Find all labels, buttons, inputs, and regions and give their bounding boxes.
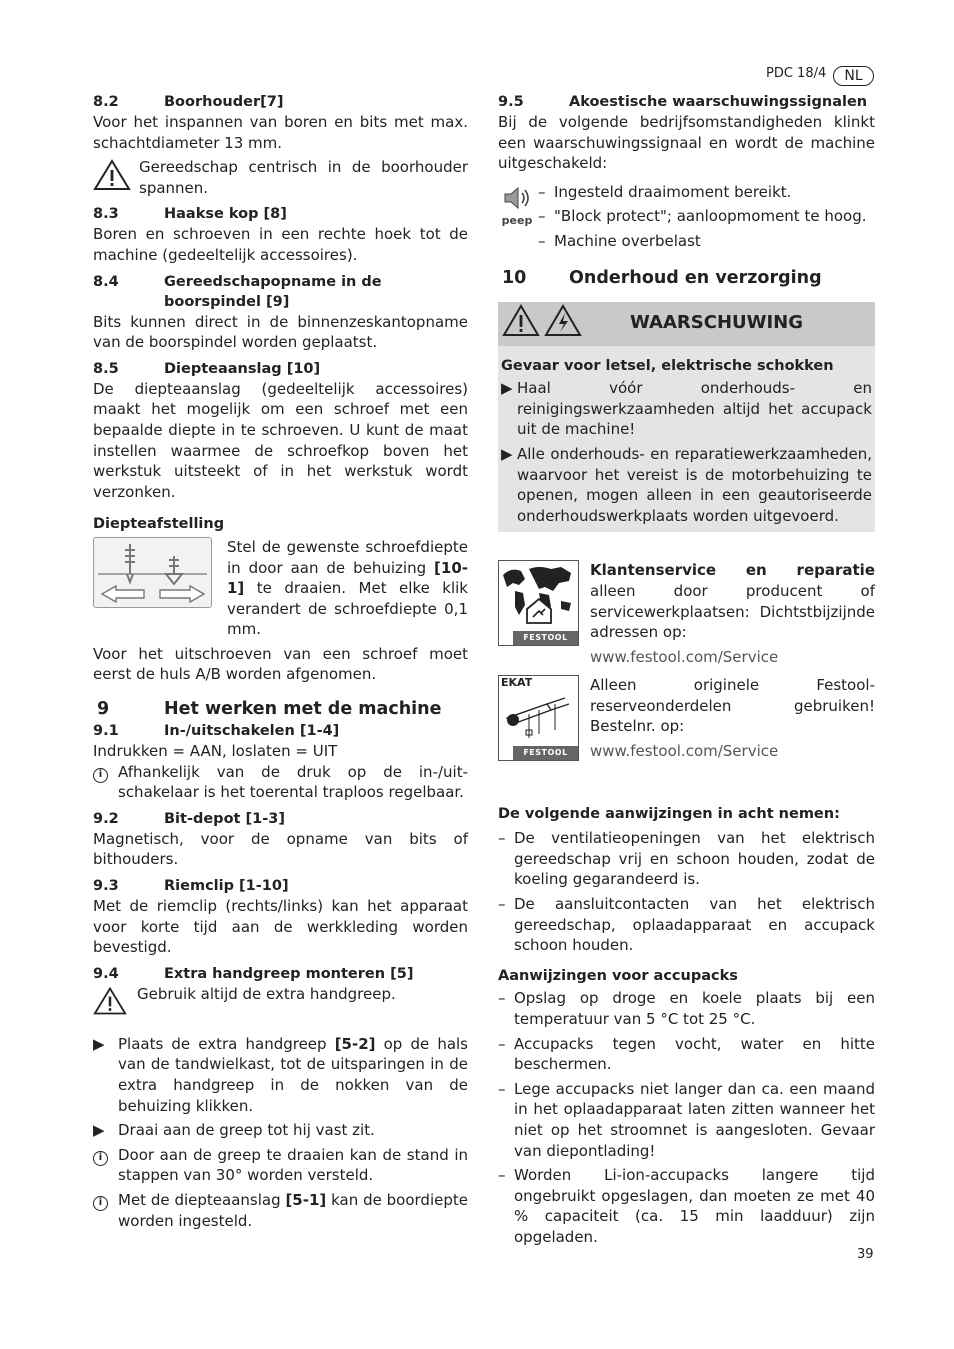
model-label: PDC 18/4	[766, 66, 827, 81]
triangle-bullet-icon: ▶	[93, 1034, 105, 1053]
ekat-url[interactable]: www.festool.com/Service	[590, 742, 779, 761]
warning-item: ▶ Alle onderhouds- en reparatiewerkzaamheden, waarvoor het vereist is de motorbehuizing te openen, mogen alleen in een geautoriseerde onderhoudswerkplaats worden uitgevoerd.	[501, 444, 872, 525]
service-url[interactable]: www.festool.com/Service	[590, 647, 779, 666]
heading-8-5: 8.5 Diepteaanslag [10]	[93, 360, 321, 377]
warning-title: WAARSCHUWING	[630, 312, 804, 334]
signal-item: – Machine overbelast	[538, 231, 701, 250]
heading-9: 9 Het werken met de machine	[97, 699, 442, 720]
step-9-4-1: ▶ Plaats de extra handgreep [5-2] op de hals van de tandwielkast, tot de uitsparingen in de extra handgreep in de nokken van de behuizing klikken.	[93, 1034, 468, 1115]
accu-title: Aanwijzingen voor accupacks	[498, 967, 738, 984]
notes-title: De volgende aanwijzingen in acht nemen:	[498, 805, 840, 822]
heading-9-1: 9.1 In-/uitschakelen [1-4]	[93, 723, 340, 740]
info-icon: i	[93, 1196, 108, 1211]
festool-logo: FESTOOL	[513, 631, 578, 645]
note-item: – De aansluitcontacten van het elektrisch gereedschap, oplaadapparaat en accupack schoon houden.	[498, 895, 875, 955]
note-item: – De ventilatieopeningen van het elektrisch gereedschap vrij en schoon houden, zodat de koeling gegarandeerd is.	[498, 829, 875, 889]
accu-item: – Worden Li-ion-accupacks langere tijd ongebruikt opgeslagen, dan moeten ze met 40 % capaciteit (ca. 15 min laadduur) zijn opgeladen.	[498, 1166, 875, 1246]
heading-depth: Diepteafstelling	[93, 516, 225, 533]
heading-8-2: 8.2 Boorhouder[7]	[93, 94, 284, 110]
warning-9-4: Gebruik altijd de extra handgreep.	[93, 984, 468, 1032]
para-8-4: Bits kunnen direct in de binnenzeskantopname van de boorspindel worden geplaatst.	[93, 312, 468, 352]
warning-subtitle: Gevaar voor letsel, elektrische schokken	[501, 357, 834, 374]
festool-logo: FESTOOL	[513, 746, 578, 760]
heading-8-4: 8.4 Gereedschapopname in de boorspindel [9]	[93, 273, 382, 310]
heading-9-3: 9.3 Riemclip [1-10]	[93, 878, 289, 895]
service-text: Klantenservice en reparatie alleen door producent of servicewerkplaatsen: Dichtstbijzijnde adressen op:	[590, 561, 875, 642]
signal-item: – "Block protect"; aanloopmoment te hoog.	[538, 207, 867, 226]
para-8-5: De diepteaanslag (gedeeltelijk accessoires) maakt het mogelijk om een schroef met een bepaalde diepte in te schroeven. U kunt de maat instellen waarmee de schroefkop boven het werkstuk uitsteekt of in het werkstuk wordt verzonken.	[93, 379, 468, 501]
depth-text-2: Voor het uitschroeven van een schroef moet eerst de huls A/B worden afgenomen.	[93, 644, 468, 684]
heading-9-2: 9.2 Bit-depot [1-3]	[93, 810, 285, 827]
info-9-4-2: i Met de diepteaanslag [5-1] kan de boordiepte worden ingesteld.	[93, 1190, 468, 1231]
info-icon: i	[93, 768, 108, 783]
para-8-2: Voor het inspannen van boren en bits met max. schachtdiameter 13 mm.	[93, 113, 468, 152]
heading-8-3: 8.3 Haakse kop [8]	[93, 206, 287, 223]
accu-item: – Opslag op droge en koele plaats bij een temperatuur van 5 °C tot 25 °C.	[498, 989, 875, 1028]
world-map-icon	[498, 560, 579, 646]
ekat-block	[498, 675, 875, 761]
acoustic-signals	[498, 182, 875, 252]
heading-9-5: 9.5 Akoestische waarschuwingssignalen	[498, 94, 868, 110]
depth-setting	[93, 537, 468, 640]
heading-10: 10 Onderhoud en verzorging	[502, 267, 822, 288]
warning-8-2: Gereedschap centrisch in de boorhouder spannen.	[93, 157, 468, 198]
para-9-5: Bij de volgende bedrijfsomstandigheden klinkt een waarschuwingssignaal en wordt de machine uitgeschakeld:	[498, 113, 875, 173]
ekat-text: Alleen originele Festool-reserveonderdelen gebruiken! Bestelnr. op:	[590, 676, 875, 736]
signal-item: – Ingesteld draaimoment bereikt.	[538, 182, 792, 201]
triangle-bullet-icon: ▶	[501, 379, 513, 398]
info-9-4-1: i Door aan de greep te draaien kan de stand in stappen van 30° worden versteld.	[93, 1145, 468, 1186]
para-9-3: Met de riemclip (rechts/links) kan het apparaat voor korte tijd aan de werkkleding worden bevestigd.	[93, 897, 468, 957]
info-icon: i	[93, 1151, 108, 1166]
page-number: 39	[857, 1247, 874, 1262]
para-8-3: Boren en schroeven in een rechte hoek tot de machine (gedeeltelijk accessoires).	[93, 225, 468, 264]
speaker-icon: peep	[498, 182, 536, 227]
depth-text: Stel de gewenste schroefdiepte in door aan de behuizing [10-1] te draaien. Met elke klik verandert de schroefdiepte 0,1 mm.	[227, 537, 468, 639]
electric-hazard-icon	[544, 304, 582, 344]
right-column	[498, 92, 875, 1248]
warning-triangle-icon	[93, 157, 139, 197]
heading-9-4: 9.4 Extra handgreep monteren [5]	[93, 965, 414, 982]
ekat-parts-icon	[498, 675, 579, 761]
step-9-4-2: ▶ Draai aan de greep tot hij vast zit.	[93, 1121, 375, 1140]
warning-band	[498, 302, 875, 346]
warning-triangle-icon	[93, 984, 137, 1022]
service-block	[498, 560, 875, 667]
left-column	[93, 92, 468, 1231]
triangle-bullet-icon: ▶	[93, 1121, 105, 1140]
language-badge: NL	[833, 66, 874, 86]
info-9-1: i Afhankelijk van de druk op de in-/uit-schakelaar is het toerental traploos regelbaar.	[93, 762, 468, 803]
accu-item: – Accupacks tegen vocht, water en hitte beschermen.	[498, 1034, 875, 1074]
triangle-bullet-icon: ▶	[501, 444, 513, 463]
depth-diagram-icon	[93, 537, 212, 608]
warning-box	[498, 302, 875, 533]
warning-item: ▶ Haal vóór onderhouds- en reinigingswerkzaamheden altijd het accupack uit de machine!	[501, 379, 872, 439]
para-9-2: Magnetisch, voor de opname van bits of bithouders.	[93, 829, 468, 869]
warning-triangle-icon	[502, 304, 540, 344]
ekat-label: EKAT	[501, 676, 533, 690]
para-9-1: Indrukken = AAN, loslaten = UIT	[93, 742, 338, 761]
accu-item: – Lege accupacks niet langer dan ca. een maand in het oplaadapparaat laten zitten wanneer het niet op het stroomnet is aangesloten. Gevaar van diepontlading!	[498, 1079, 875, 1160]
